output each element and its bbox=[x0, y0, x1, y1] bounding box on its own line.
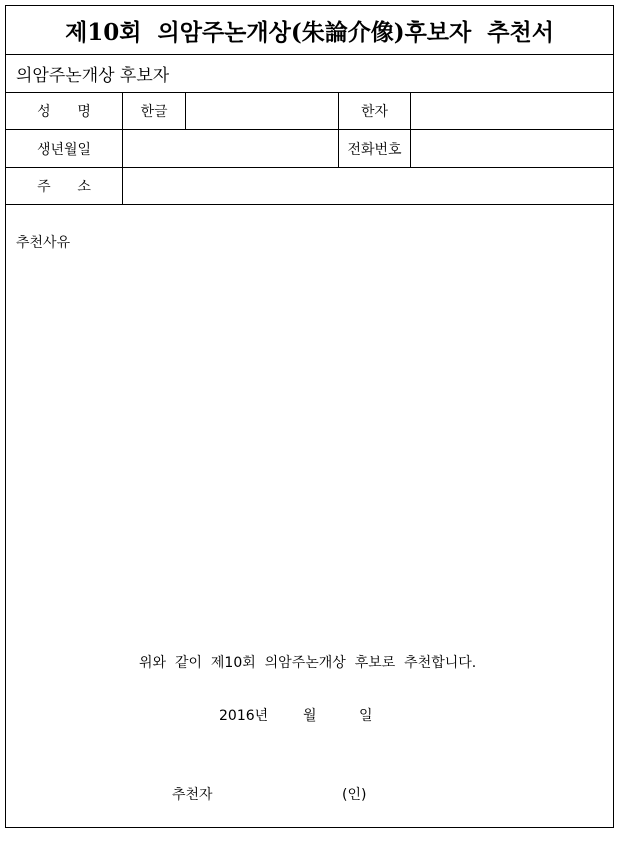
birthdate-field[interactable] bbox=[123, 130, 338, 167]
address-field[interactable] bbox=[123, 168, 613, 204]
hangul-label: 한글 bbox=[140, 104, 168, 120]
birthdate-label: 생년월일 bbox=[36, 141, 92, 158]
form-title: 제10회 의암주논개상(朱論介像)후보자 추천서 bbox=[65, 18, 554, 46]
date-month: 월 bbox=[303, 708, 317, 724]
date-year: 2016년 bbox=[219, 708, 269, 724]
reason-label: 추천사유 bbox=[16, 235, 71, 251]
phone-label: 전화번호 bbox=[347, 141, 402, 158]
hangul-name-field[interactable] bbox=[186, 93, 338, 129]
divider bbox=[6, 204, 613, 205]
reason-field[interactable] bbox=[26, 256, 596, 636]
nomination-statement: 위와 같이 제10회 의암주논개상 후보로 추천합니다. bbox=[139, 655, 477, 671]
hanja-name-field[interactable] bbox=[411, 93, 613, 129]
hanja-label: 한자 bbox=[360, 104, 389, 120]
address-label: 주 소 bbox=[37, 179, 91, 195]
recommender-label: 추천자 bbox=[172, 787, 213, 803]
name-label: 성 명 bbox=[37, 104, 91, 120]
nomination-form bbox=[5, 5, 614, 828]
phone-field[interactable] bbox=[411, 130, 613, 167]
date-day: 일 bbox=[359, 708, 373, 724]
seal-label: (인) bbox=[342, 787, 367, 803]
form-subtitle: 의암주논개상 후보자 bbox=[16, 66, 170, 86]
